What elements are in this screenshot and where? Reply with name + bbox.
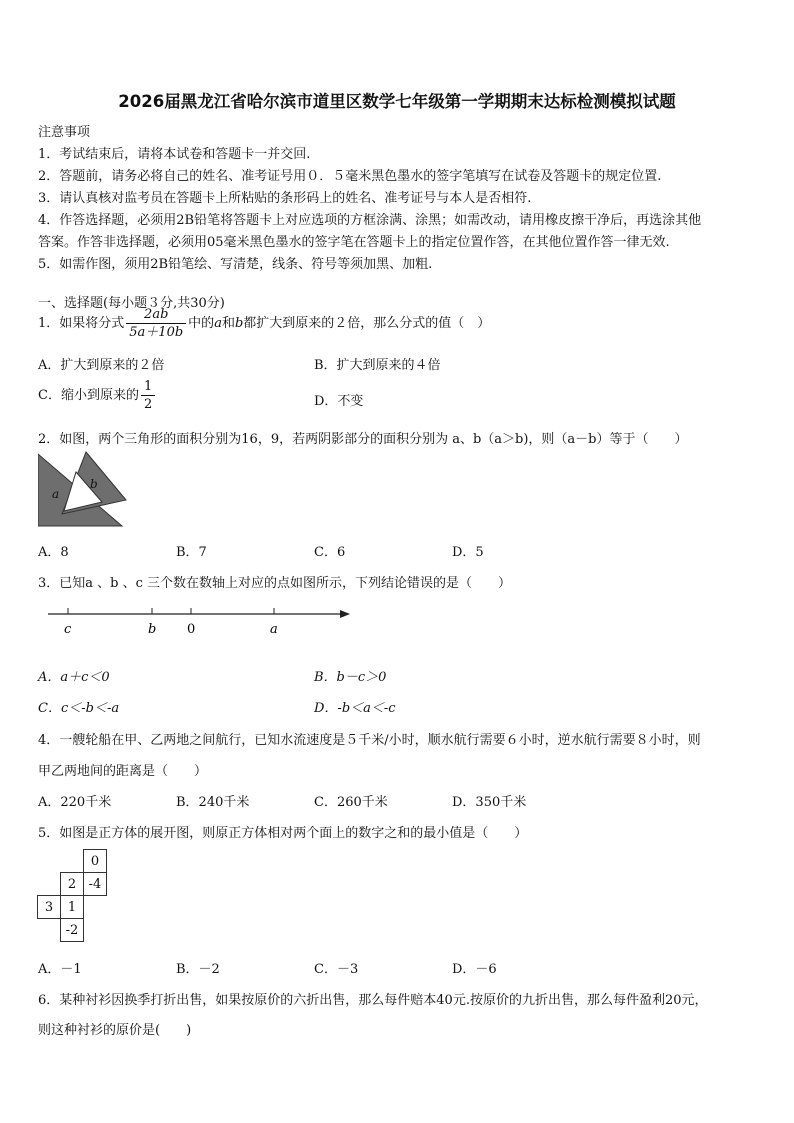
q1-option-b: B．扩大到原来的４倍 xyxy=(314,358,441,373)
q1-option-d: D．不变 xyxy=(314,394,364,409)
notice-item: 5．如需作图，须用2B铅笔绘、写清楚，线条、符号等须加黑、加粗. xyxy=(38,257,433,272)
q4-option-b: B．240千米 xyxy=(176,795,250,810)
notice-item: 3．请认真核对监考员在答题卡上所粘贴的条形码上的姓名、准考证号与本人是否相符. xyxy=(38,191,532,206)
question-3: 3．已知a 、b 、c 三个数在数轴上对应的点如图所示，下列结论错误的是（ ） xyxy=(38,576,512,591)
net-cell: 2 xyxy=(61,873,84,896)
question-6-line-1: 6．某种衬衫因换季打折出售，如果按原价的六折出售，那么每件赔本40元.按原价的九折出售，那么每件盈利20元， xyxy=(38,993,708,1008)
number-line xyxy=(44,604,356,640)
notice-item: 答案。作答非选择题，必须用05毫米黑色墨水的签字笔在答题卡上的指定位置作答，在其他位置作答一律无效. xyxy=(38,235,670,250)
q5-option-d: D．－6 xyxy=(452,962,497,977)
q3-option-b: B．b－c＞0 xyxy=(314,670,387,685)
label-zero: 0 xyxy=(187,622,196,637)
triangles-figure xyxy=(38,450,130,528)
q4-option-d: D．350千米 xyxy=(452,795,527,810)
q2-option-c: C．6 xyxy=(314,545,346,560)
net-cell: 0 xyxy=(84,850,107,873)
label-c: c xyxy=(64,622,72,637)
notice-heading: 注意事项 xyxy=(38,125,91,140)
q3-option-a: A．a＋c＜0 xyxy=(38,670,110,685)
label-a: a xyxy=(52,487,60,501)
notice-item: 2．答题前，请务必将自己的姓名、准考证号用０．５毫米黑色墨水的签字笔填写在试卷及答题卡的规定位置. xyxy=(38,169,662,184)
net-cell: -2 xyxy=(61,919,84,942)
q3-option-c: C．c＜-b＜-a xyxy=(38,701,120,716)
page-title: 2026届黑龙江省哈尔滨市道里区数学七年级第一学期期末达标检测模拟试题 xyxy=(118,92,676,111)
q1-fraction: $\frac{2ab}{5a+10b}$ xyxy=(126,306,186,341)
cube-net xyxy=(37,849,107,942)
label-b: b xyxy=(90,477,98,491)
net-cell: -4 xyxy=(84,873,107,896)
label-b: b xyxy=(148,622,157,637)
notice-item: 4．作答选择题，必须用2B铅笔将答题卡上对应选项的方框涂满、涂黑；如需改动，请用橡皮擦干净后，再选涂其他 xyxy=(38,213,702,228)
q1-text: 1．如果将分式 xyxy=(38,316,125,331)
q4-option-c: C．260千米 xyxy=(314,795,388,810)
notice-item: 1．考试结束后，请将本试卷和答题卡一并交回. xyxy=(38,147,311,162)
q1-c-fraction: $\frac{1}{2}$ xyxy=(141,378,155,413)
question-5: 5．如图是正方体的展开图，则原正方体相对两个面上的数字之和的最小值是（ ） xyxy=(38,826,528,841)
net-cell: 1 xyxy=(61,896,84,919)
question-6-line-2: 则这种衬衫的原价是( ) xyxy=(38,1023,192,1038)
net-cell: 3 xyxy=(38,896,61,919)
q5-option-b: B．－2 xyxy=(176,962,220,977)
q5-option-c: C．－3 xyxy=(314,962,359,977)
label-a: a xyxy=(270,622,278,637)
q4-option-a: A．220千米 xyxy=(38,795,112,810)
axis-arrow xyxy=(340,610,350,618)
q2-option-b: B．7 xyxy=(176,545,207,560)
section-heading: 一、选择题(每小题３分,共30分) xyxy=(38,296,225,311)
q2-option-a: A．8 xyxy=(38,545,69,560)
q5-option-a: A．－1 xyxy=(38,962,82,977)
q2-option-d: D．5 xyxy=(452,545,484,560)
question-1: 1．如果将分式 $\frac{2ab}{5a+10b}$ 中的a和b都扩大到原来的２倍，那么分式的值（ ） xyxy=(38,307,491,340)
question-4-line-1: 4．一艘轮船在甲、乙两地之间航行，已知水流速度是５千米/小时，顺水航行需要６小时，逆水航行需要８小时，则 xyxy=(38,733,701,748)
q1-option-a: A．扩大到原来的２倍 xyxy=(38,358,165,373)
q3-option-d: D．-b＜a＜-c xyxy=(314,701,396,716)
question-4-line-2: 甲乙两地间的距离是（ ） xyxy=(38,764,208,779)
question-2: 2．如图，两个三角形的面积分别为16，9，若两阴影部分的面积分别为 a、b（a＞b)，则（a－b）等于（ ） xyxy=(38,432,688,447)
q1-option-c: C．缩小到原来的 $\frac{1}{2}$ xyxy=(38,378,157,413)
